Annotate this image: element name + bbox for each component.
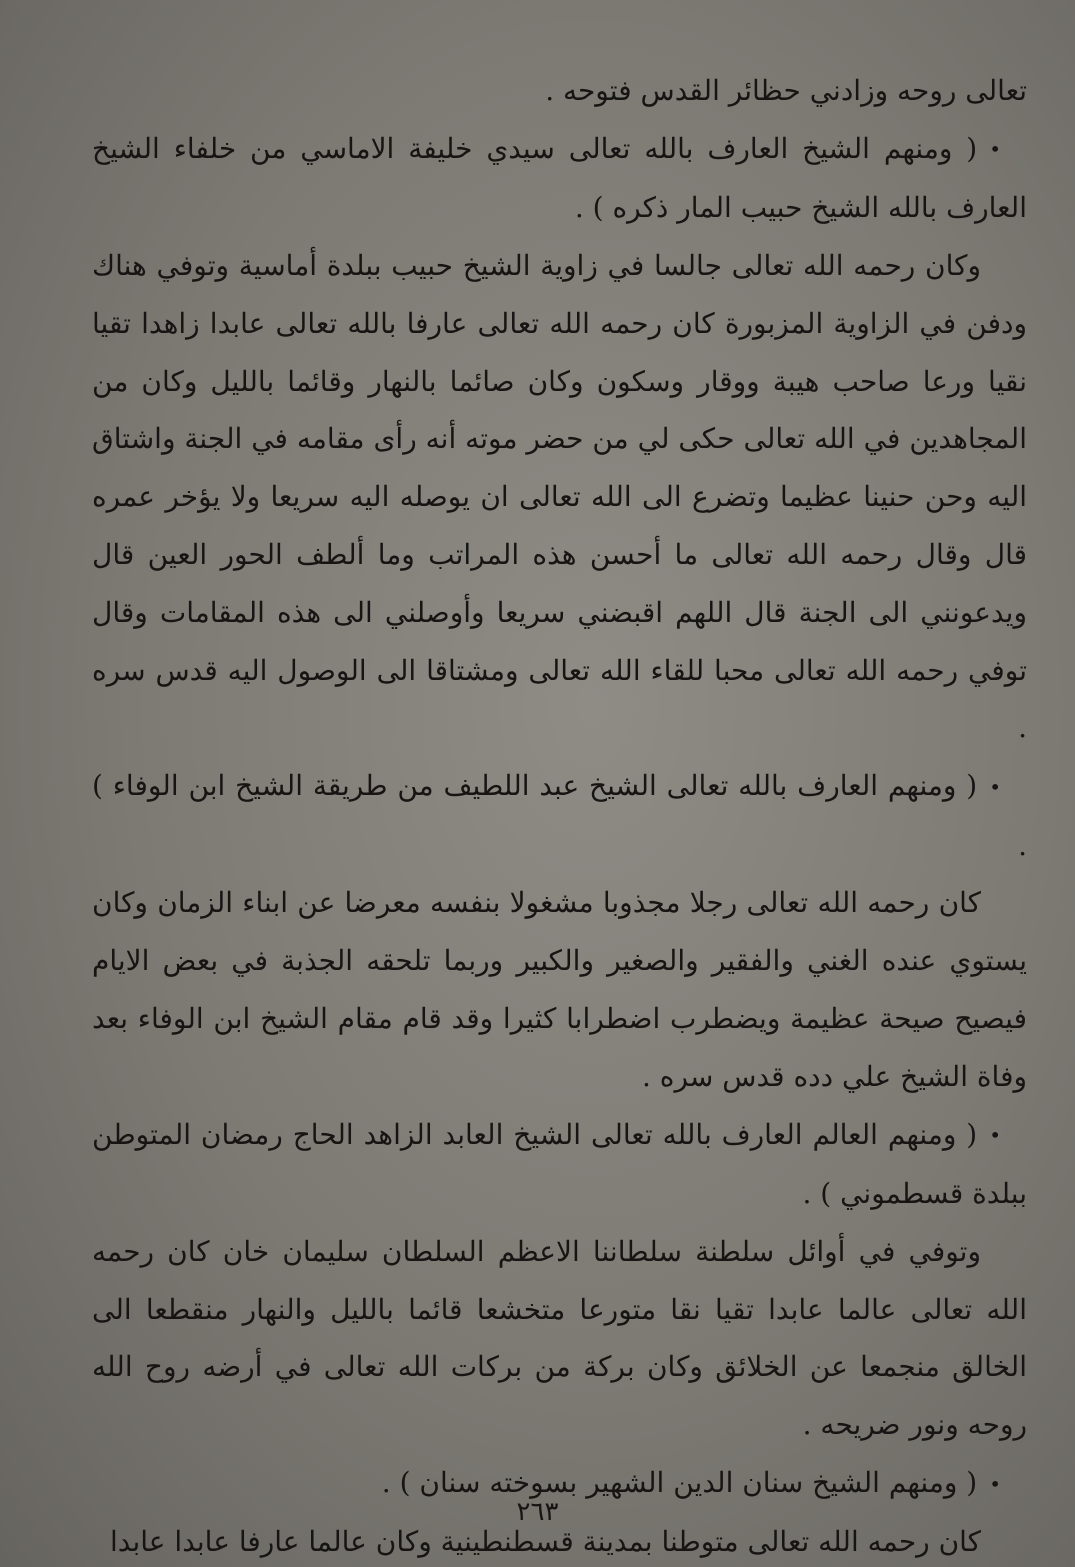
paragraph-text: تعالى روحه وزادني حظائر القدس فتوحه . bbox=[545, 74, 1027, 107]
paragraph-body bbox=[92, 1223, 1027, 1454]
entry-heading-text: ( ومنهم العالم العارف بالله تعالى الشيخ العابد الزاهد الحاج رمضان المتوطن ببلدة قسطموني ) . bbox=[92, 1117, 1027, 1210]
paragraph-text: كان رحمه الله تعالى متوطنا بمدينة قسطنطينية وكان عالما عارفا عابدا عابدا bbox=[110, 1525, 981, 1559]
bullet-icon: • bbox=[989, 1123, 1001, 1148]
entry-heading-khalifa-amasi bbox=[92, 120, 1027, 237]
bullet-icon: • bbox=[989, 1471, 1001, 1496]
bullet-icon: • bbox=[989, 137, 1001, 162]
paragraph-text: كان رحمه الله تعالى رجلا مجذوبا مشغولا بنفسه معرضا عن ابناء الزمان وكان يستوي عنده الغني والفقير والصغير والكبير وربما تلحقه الجذبة في بعض الايام فيصيح صيحة عظيمة ويضطرب اضطرابا كثيرا وقد قام مقام الشيخ ابن الوفاء بعد وفاة الشيخ علي دده قدس سره . bbox=[92, 886, 1027, 1093]
bullet-icon: • bbox=[989, 774, 1001, 799]
paragraph-text: وكان رحمه الله تعالى جالسا في زاوية الشيخ حبيب ببلدة أماسية وتوفي هناك ودفن في الزاوية المزبورة كان رحمه الله تعالى عارفا بالله تعالى عابدا زاهدا تقيا نقيا ورعا صاحب هيبة ووقار وسكون وكان صائما بالنهار وقائما بالليل وكان من المجاهدين في الله تعالى حكى لي من حضر موته أنه رأى مقامه في الجنة واشتاق اليه وحن حنينا عظيما وتضرع الى الله تعالى ان يوصله اليه سريعا ولا يؤخر عمره قال وقال رحمه الله تعالى ما أحسن هذه المراتب وما ألطف الحور العين قال ويدعونني الى الجنة قال اللهم اقبضني سريعا وأوصلني الى هذه المقامات وقال توفي رحمه الله تعالى محبا للقاء الله تعالى ومشتاقا الى الوصول اليه قدس سره . bbox=[92, 248, 1027, 745]
paragraph-body bbox=[92, 874, 1027, 1105]
entry-heading-ramadan bbox=[92, 1106, 1027, 1223]
entry-heading-text: ( ومنهم العارف بالله تعالى الشيخ عبد اللطيف من طريقة الشيخ ابن الوفاء ) . bbox=[92, 769, 1027, 862]
paragraph-continuation bbox=[92, 62, 1027, 120]
page-number: ٢٦٣ bbox=[516, 1497, 559, 1527]
entry-heading-abd-al-latif bbox=[92, 757, 1027, 874]
entry-heading-text: ( ومنهم الشيخ سنان الدين الشهير بسوخته سنان ) . bbox=[381, 1465, 978, 1499]
page-text-block bbox=[92, 62, 1027, 1567]
paragraph-text: وتوفي في أوائل سلطنة سلطاننا الاعظم السلطان سليمان خان كان رحمه الله تعالى عالما عابدا تقيا نقا متورعا متخشعا قائما بالليل والنهار منقطعا الى الخالق منجمعا عن الخلائق وكان بركة من بركات الله تعالى في أرضه روح الله روحه ونور ضريحه . bbox=[92, 1234, 1027, 1442]
entry-heading-text: ( ومنهم الشيخ العارف بالله تعالى سيدي خليفة الاماسي من خلفاء الشيخ العارف بالله الشيخ حبيب المار ذكره ) . bbox=[92, 131, 1027, 225]
paragraph-body bbox=[92, 237, 1027, 757]
